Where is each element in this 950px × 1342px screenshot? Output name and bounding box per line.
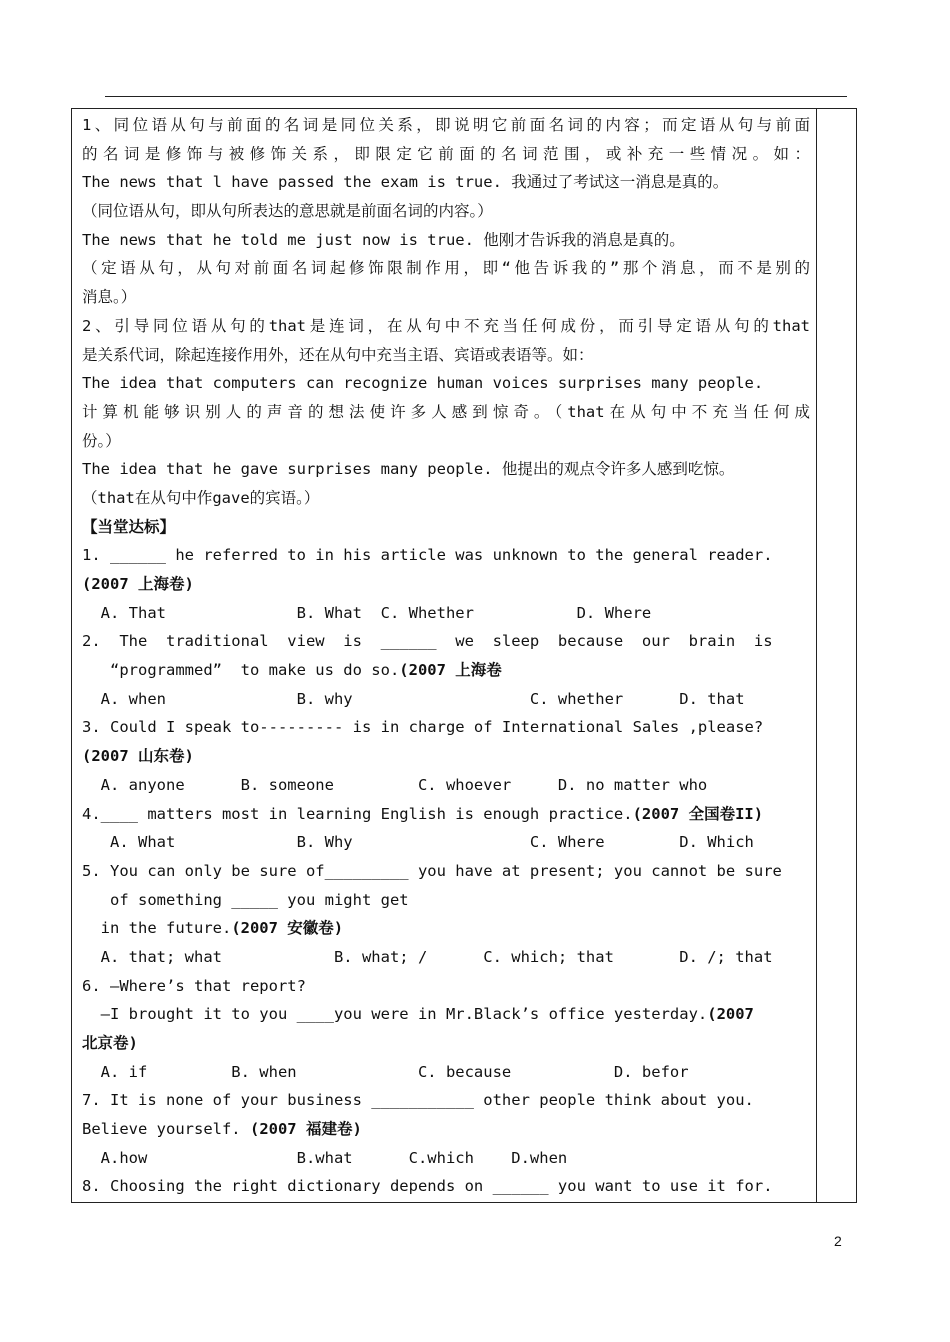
question-4-text: 4.____ matters most in learning English is enough practice.	[82, 804, 633, 823]
question-3-options: A. anyone B. someone C. whoever D. no matter who	[82, 775, 708, 794]
text-line: 份。）	[82, 431, 121, 450]
question-1: 1. ______ he referred to in his article was unknown to the general reader.	[82, 546, 773, 565]
question-5-cont: of something _____ you might get	[82, 890, 409, 909]
question-2-text: “programmed” to make us do so.	[82, 661, 400, 680]
question-6-source-cont: 北京卷)	[82, 1034, 138, 1052]
question-5-options: A. that; what B. what; / C. which; that D. /; that	[82, 947, 773, 966]
question-2-source: (2007 上海卷	[399, 661, 502, 680]
question-8: 8. Choosing the right dictionary depends on ______ you want to use it for.	[82, 1177, 773, 1196]
question-2-cont	[82, 656, 810, 685]
question-6-cont	[82, 1000, 810, 1029]
question-2: 2. The traditional view is ______ we sleep because our brain is	[82, 632, 773, 651]
text-line: （定语从句，从句对前面名词起修饰限制作用，即“他告诉我的”那个消息，而不是别的	[82, 259, 810, 278]
text-line: （同位语从句，即从句所表达的意思就是前面名词的内容。）	[82, 202, 493, 221]
question-7-cont	[82, 1115, 810, 1144]
question-3: 3. Could I speak to--------- is in charge of International Sales ,please?	[82, 718, 764, 737]
question-7-source: (2007 福建卷)	[249, 1120, 362, 1139]
table-side-column	[816, 108, 817, 1203]
question-7-options: A.how B.what C.which D.when	[82, 1148, 568, 1167]
question-6-text: —I brought it to you ____you were in Mr.Black’s office yesterday.	[82, 1005, 708, 1024]
text-line: 1、同位语从句与前面的名词是同位关系，即说明它前面名词的内容；而定语从句与前面	[82, 116, 810, 134]
question-2-options: A. when B. why C. whether D. that	[82, 689, 745, 708]
text-line: 计算机能够识别人的声音的想法使许多人感到惊奇。（that在从句中不充当任何成	[82, 402, 810, 421]
question-4	[82, 800, 810, 829]
header-rule	[105, 96, 847, 97]
question-1-source: (2007 上海卷)	[82, 575, 194, 593]
question-4-source: (2007 全国卷II)	[632, 804, 764, 823]
question-6-options: A. if B. when C. because D. befor	[82, 1062, 689, 1081]
section-title: 【当堂达标】	[82, 517, 176, 536]
question-7: 7. It is none of your business ___________ other people think about you.	[82, 1091, 754, 1110]
question-3-source: (2007 山东卷)	[82, 747, 194, 766]
question-5-source: (2007 安徽卷)	[231, 919, 344, 938]
text-line: The idea that computers can recognize human voices surprises many people.	[82, 374, 764, 393]
question-5-cont2	[82, 914, 810, 943]
page-number: 2	[834, 1233, 842, 1249]
text-line: The news that l have passed the exam is true. 我通过了考试这一消息是真的。	[82, 173, 729, 192]
text-line: （that在从句中作gave的宾语。）	[82, 488, 320, 507]
text-line: 的名词是修饰与被修饰关系，即限定它前面的名词范围，或补充一些情况。如：	[82, 144, 810, 163]
text-line: The idea that he gave surprises many people. 他提出的观点令许多人感到吃惊。	[82, 460, 735, 479]
question-6-source: (2007	[707, 1005, 754, 1024]
question-6: 6. —Where’s that report?	[82, 976, 306, 995]
text-line: 消息。）	[82, 288, 137, 307]
question-5: 5. You can only be sure of_________ you have at present; you cannot be sure	[82, 861, 782, 880]
question-5-text: in the future.	[82, 919, 232, 938]
main-cell	[82, 111, 810, 1201]
text-line: 是关系代词，除起连接作用外，还在从句中充当主语、宾语或表语等。如：	[82, 345, 594, 364]
text-line: 2、引导同位语从句的that是连词，在从句中不充当任何成份，而引导定语从句的that	[82, 316, 810, 335]
question-4-options: A. What B. Why C. Where D. Which	[82, 833, 754, 852]
text-line: The news that he told me just now is true. 他刚才告诉我的消息是真的。	[82, 230, 685, 249]
question-7-text: Believe yourself.	[82, 1120, 250, 1139]
question-1-options: A. That B. What C. Whether D. Where	[82, 603, 652, 622]
